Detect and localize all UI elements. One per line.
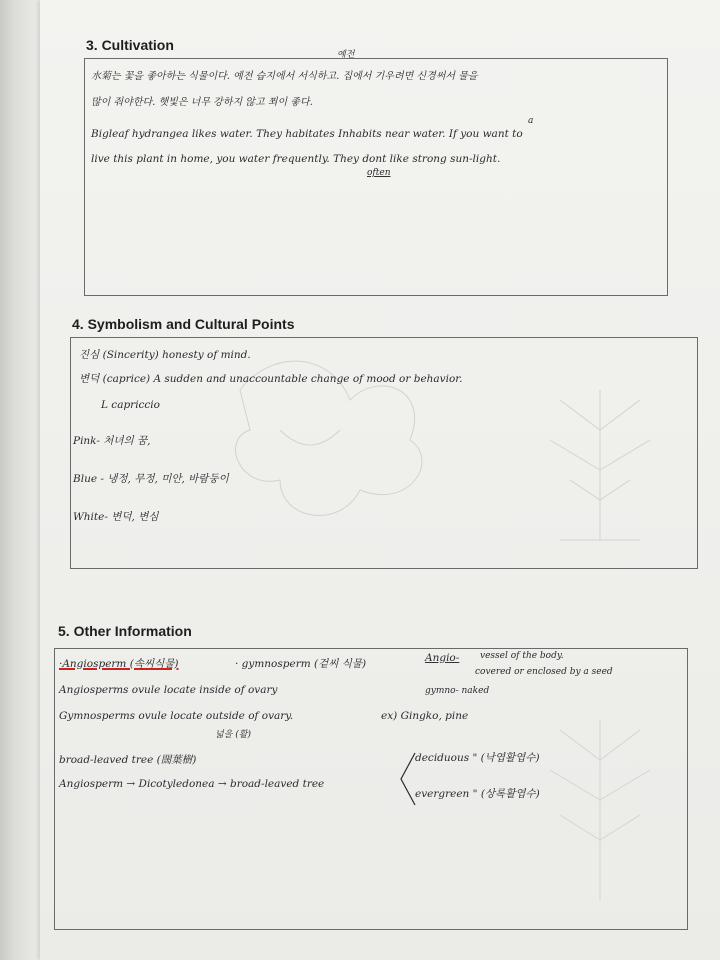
section-title-other: 5. Other Information [58,623,192,639]
other-line-2: Gymnosperms ovule locate outside of ovary. [59,710,294,722]
section-title-symbolism: 4. Symbolism and Cultural Points [72,316,295,332]
angio-note-2: covered or enclosed by a seed [475,667,613,677]
symbolism-line-1: 진심 (Sincerity) honesty of mind. [79,349,251,361]
other-line-3: ex) Gingko, pine [381,710,469,722]
other-line-1: Angiosperms ovule locate inside of ovary [59,684,278,696]
angio-note-title: Angio- [425,652,460,664]
other-line-5: Angiosperm → Dicotyledonea → broad-leaved tree [59,778,325,790]
cultivation-line-4: live this plant in home, you water frequently. They dont like strong sun-light. [91,153,501,165]
other-line-4: broad-leaved tree (闊葉樹) [59,754,197,766]
symbolism-line-6: White- 변덕, 변심 [73,511,159,523]
section-title-cultivation: 3. Cultivation [86,37,174,53]
gymno-note: gymno- naked [425,686,490,696]
symbolism-line-5: Blue - 냉정, 무정, 미안, 바람둥이 [73,473,229,485]
symbolism-box [70,337,698,569]
cultivation-box [84,50,668,296]
cultivation-line-3: Bigleaf hydrangea likes water. They habitates Inhabits near water. If you want to [91,128,523,140]
cultivation-line-2: 많이 줘야한다. 햇빛은 너무 강하지 않고 쬐이 좋다. [91,97,313,108]
symbolism-line-2: 변덕 (caprice) A sudden and unaccountable change of mood or behavior. [79,373,463,385]
brace-icon [397,751,417,807]
cultivation-line-1: 水菊는 꽃을 좋아하는 식물이다. 예전 습지에서 서식하고. 집에서 기우려면 신경써서 물을 [91,71,478,82]
angio-note-1: vessel of the body. [480,651,564,661]
other-box [54,648,688,930]
cultivation-often: often [367,168,391,178]
other-line-7: evergreen " (상록활엽수) [415,788,540,800]
cultivation-insert-note: 예전 [337,50,355,60]
symbolism-line-4: Pink- 처녀의 꿈, [73,435,151,447]
gymno-label: · gymnosperm (겉씨 식물) [235,658,367,670]
notebook-page [40,0,720,960]
angio-label: ·Angiosperm (속씨식물) [59,658,179,670]
symbolism-line-3: L capriccio [101,399,160,411]
cultivation-insert-a: a [528,116,534,126]
small-note: 넓을 (활) [215,730,251,740]
other-line-6: deciduous " (낙엽활엽수) [415,752,540,764]
